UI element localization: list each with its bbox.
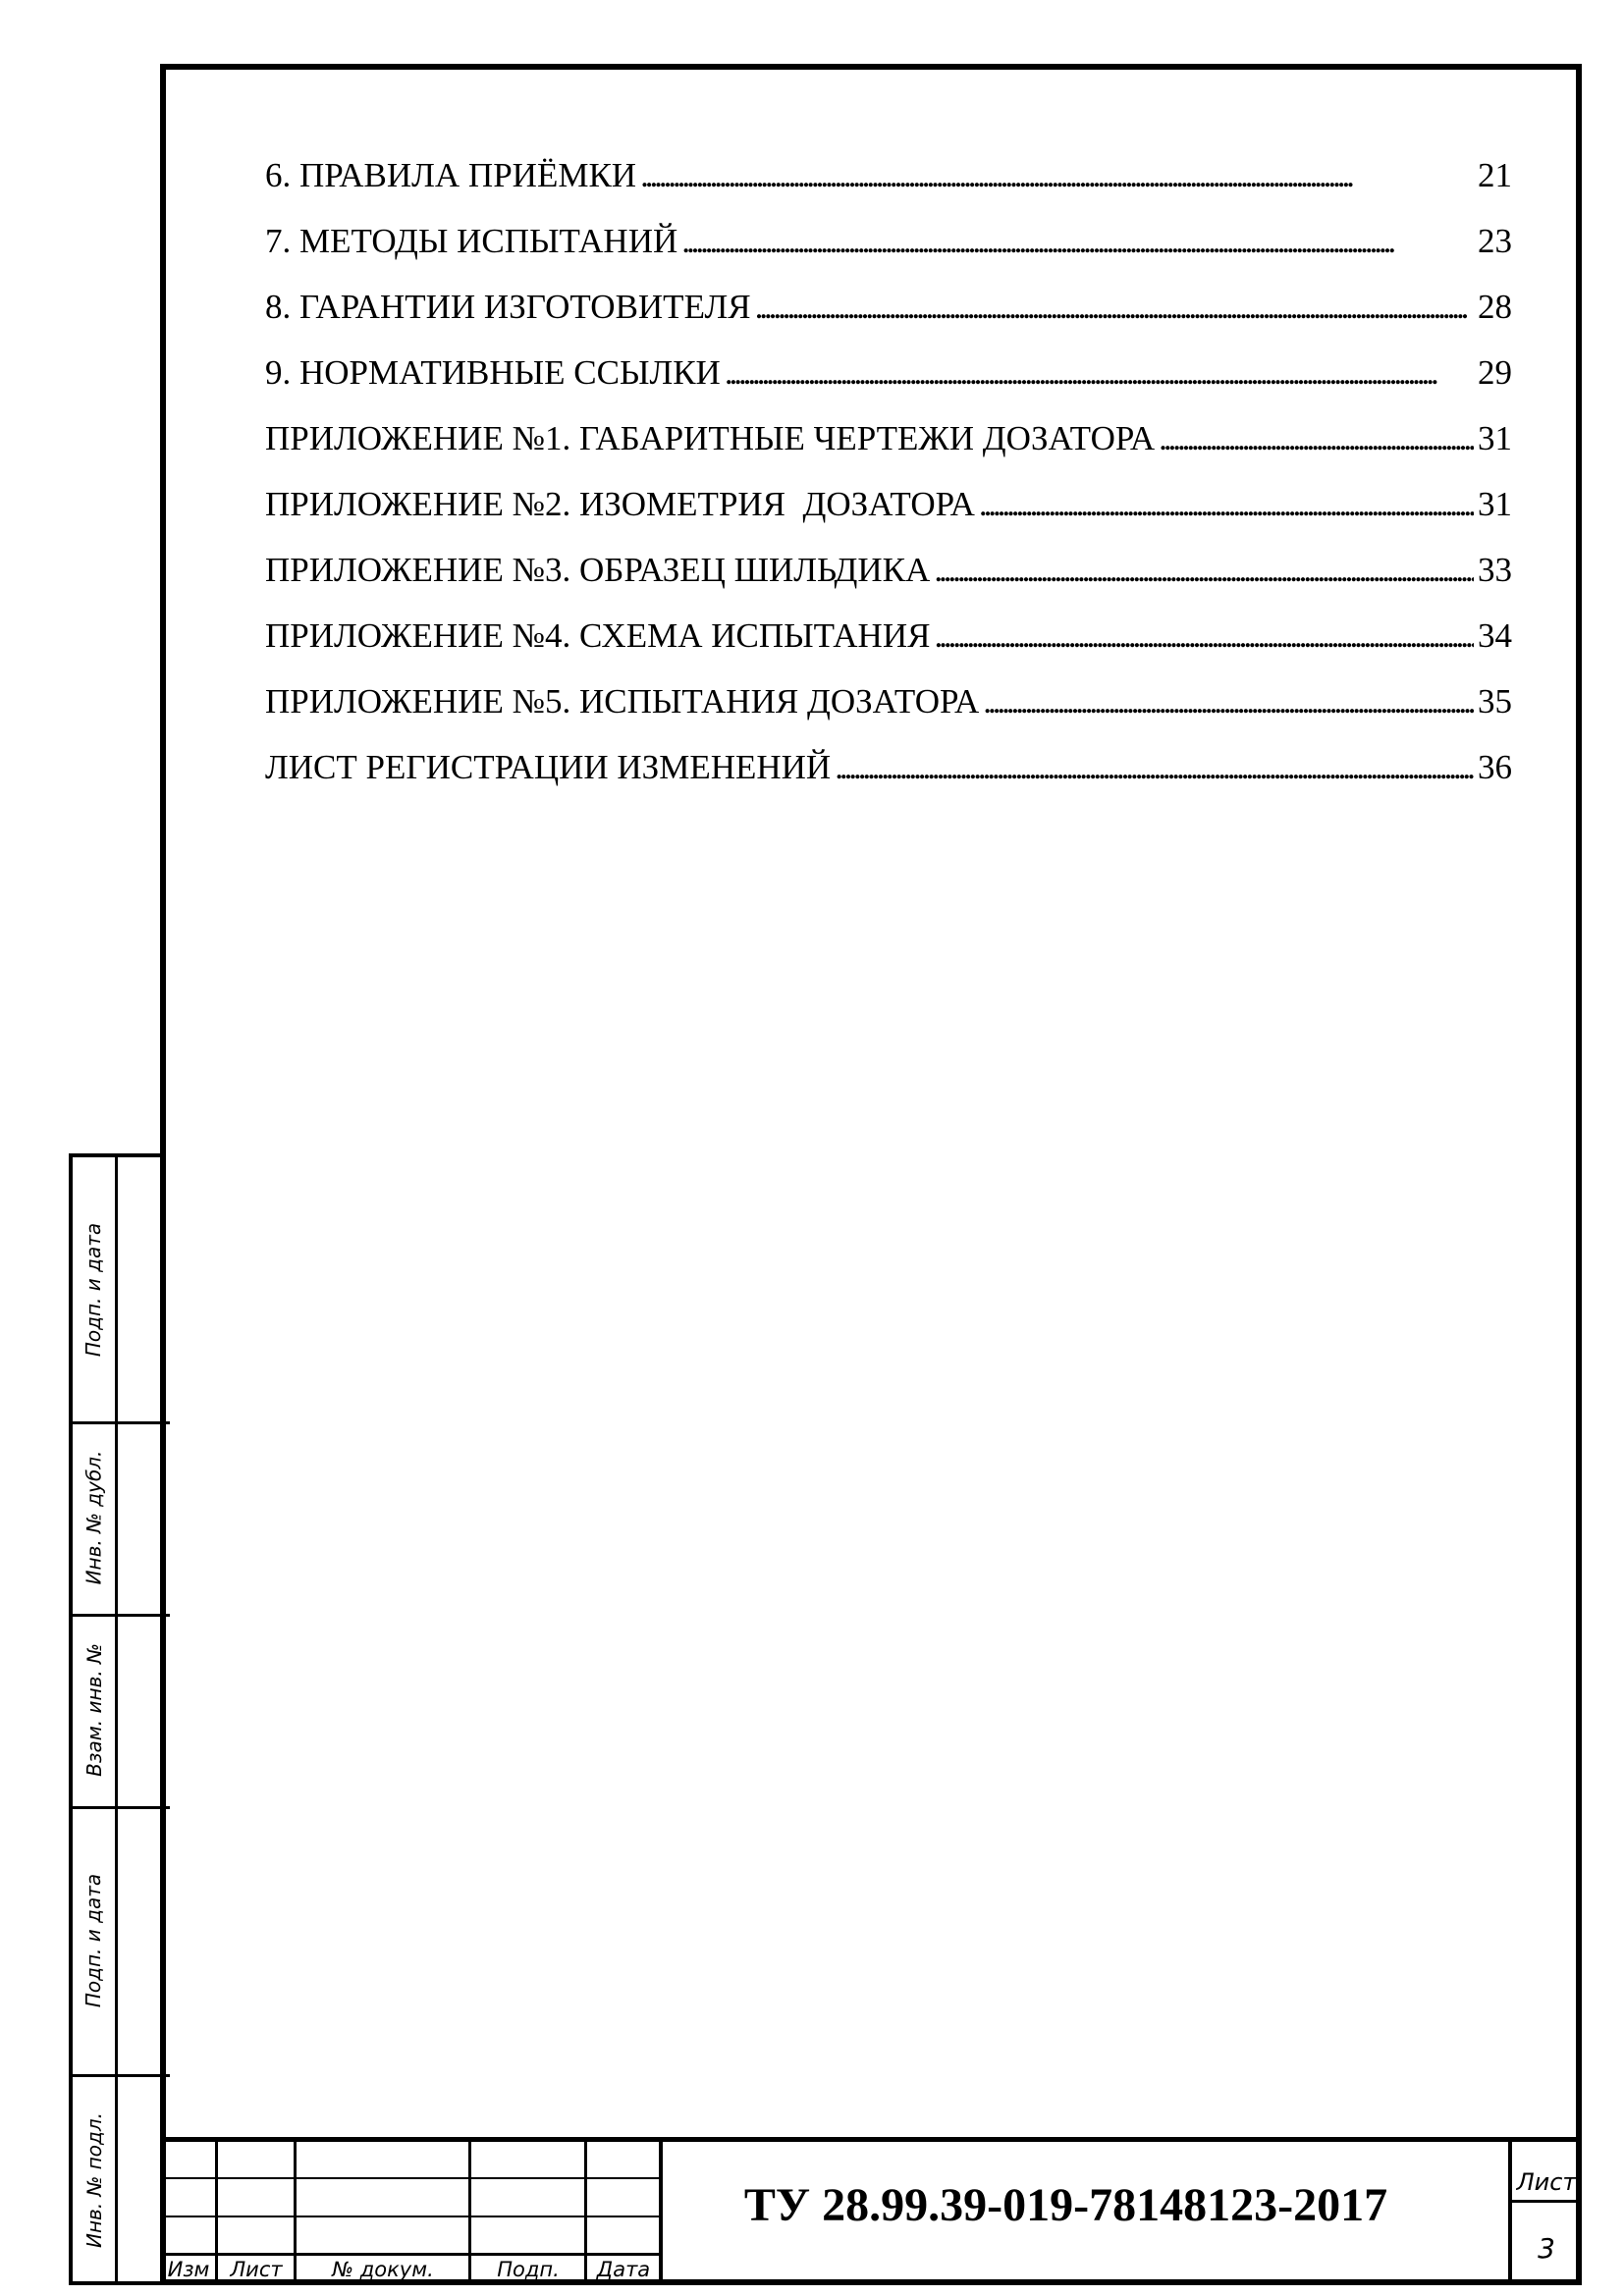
side-stamp-column — [69, 1153, 166, 2285]
toc-entry-page: 34 — [1478, 616, 1512, 655]
toc-entry-title: ПРИЛОЖЕНИЕ №5. ИСПЫТАНИЯ ДОЗАТОРА — [265, 682, 980, 721]
date-header: Дата — [596, 2258, 651, 2281]
toc-entry-title: ПРИЛОЖЕНИЕ №3. ОБРАЗЕЦ ШИЛЬДИКА — [265, 551, 931, 589]
toc-entry-page: 35 — [1478, 682, 1512, 721]
toc-leader-dots — [681, 218, 1474, 265]
table-of-contents — [265, 152, 1512, 810]
title-block-rule — [1508, 2200, 1582, 2203]
title-block-rule — [1508, 2137, 1512, 2285]
toc-entry-title: ПРИЛОЖЕНИЕ №1. ГАБАРИТНЫЕ ЧЕРТЕЖИ ДОЗАТОРА — [265, 419, 1156, 457]
revision-header: Изм — [167, 2258, 210, 2281]
document-number-header: № докум. — [332, 2258, 434, 2281]
toc-leader-dots — [983, 678, 1474, 725]
toc-entry — [265, 415, 1512, 481]
toc-leader-dots — [640, 152, 1474, 199]
title-block — [160, 2137, 1582, 2285]
toc-entry — [265, 481, 1512, 547]
toc-leader-dots — [835, 744, 1474, 791]
side-stamp-cell — [73, 1157, 115, 1421]
sheet-header: Лист — [230, 2258, 283, 2281]
toc-leader-dots — [934, 547, 1474, 594]
side-stamp-label: Подп. и дата — [81, 1222, 106, 1357]
side-stamp-cell — [73, 2074, 115, 2285]
toc-leader-dots — [979, 481, 1474, 528]
toc-leader-dots — [934, 613, 1474, 660]
toc-entry-page: 31 — [1478, 419, 1512, 457]
title-block-border — [160, 2137, 1582, 2142]
toc-entry-page: 23 — [1478, 222, 1512, 260]
toc-leader-dots — [725, 349, 1474, 397]
toc-entry-page: 29 — [1478, 353, 1512, 392]
toc-entry — [265, 349, 1512, 415]
toc-entry — [265, 678, 1512, 744]
side-stamp-label: Инв. № подл. — [81, 2111, 106, 2248]
side-stamp-cell — [73, 1614, 115, 1806]
side-stamp-label: Подп. и дата — [81, 1873, 106, 2007]
toc-entry-title: 7. МЕТОДЫ ИСПЫТАНИЙ — [265, 222, 678, 260]
side-stamp-cell — [73, 1421, 115, 1614]
toc-leader-dots — [755, 284, 1474, 331]
toc-entry-title: ПРИЛОЖЕНИЕ №4. СХЕМА ИСПЫТАНИЯ — [265, 616, 931, 655]
toc-entry — [265, 284, 1512, 349]
toc-entry-page: 33 — [1478, 551, 1512, 589]
toc-entry-page: 31 — [1478, 485, 1512, 523]
toc-entry — [265, 218, 1512, 284]
toc-entry — [265, 613, 1512, 678]
toc-entry-title: 9. НОРМАТИВНЫЕ ССЫЛКИ — [265, 353, 721, 392]
side-stamp-label: Инв. № дубл. — [81, 1450, 106, 1585]
side-stamp-cell — [73, 1806, 115, 2074]
toc-entry — [265, 152, 1512, 218]
side-stamp-label: Взам. инв. № — [81, 1643, 106, 1777]
toc-entry-page: 21 — [1478, 156, 1512, 194]
sheet-label: Лист — [1516, 2168, 1577, 2196]
toc-leader-dots — [1159, 415, 1474, 462]
document-code: ТУ 28.99.39-019-78148123-2017 — [743, 2179, 1388, 2231]
toc-entry-title: 8. ГАРАНТИИ ИЗГОТОВИТЕЛЯ — [265, 288, 751, 326]
toc-entry-title: 6. ПРАВИЛА ПРИЁМКИ — [265, 156, 637, 194]
side-stamp-divider — [115, 1157, 118, 2281]
signature-header: Подп. — [497, 2258, 560, 2281]
toc-entry — [265, 547, 1512, 613]
toc-entry-page: 36 — [1478, 748, 1512, 786]
toc-entry-title: ПРИЛОЖЕНИЕ №2. ИЗОМЕТРИЯ ДОЗАТОРА — [265, 485, 975, 523]
sheet-number: 3 — [1538, 2232, 1555, 2265]
toc-entry-page: 28 — [1478, 288, 1512, 326]
toc-entry-title: ЛИСТ РЕГИСТРАЦИИ ИЗМЕНЕНИЙ — [265, 748, 832, 786]
toc-entry — [265, 744, 1512, 810]
